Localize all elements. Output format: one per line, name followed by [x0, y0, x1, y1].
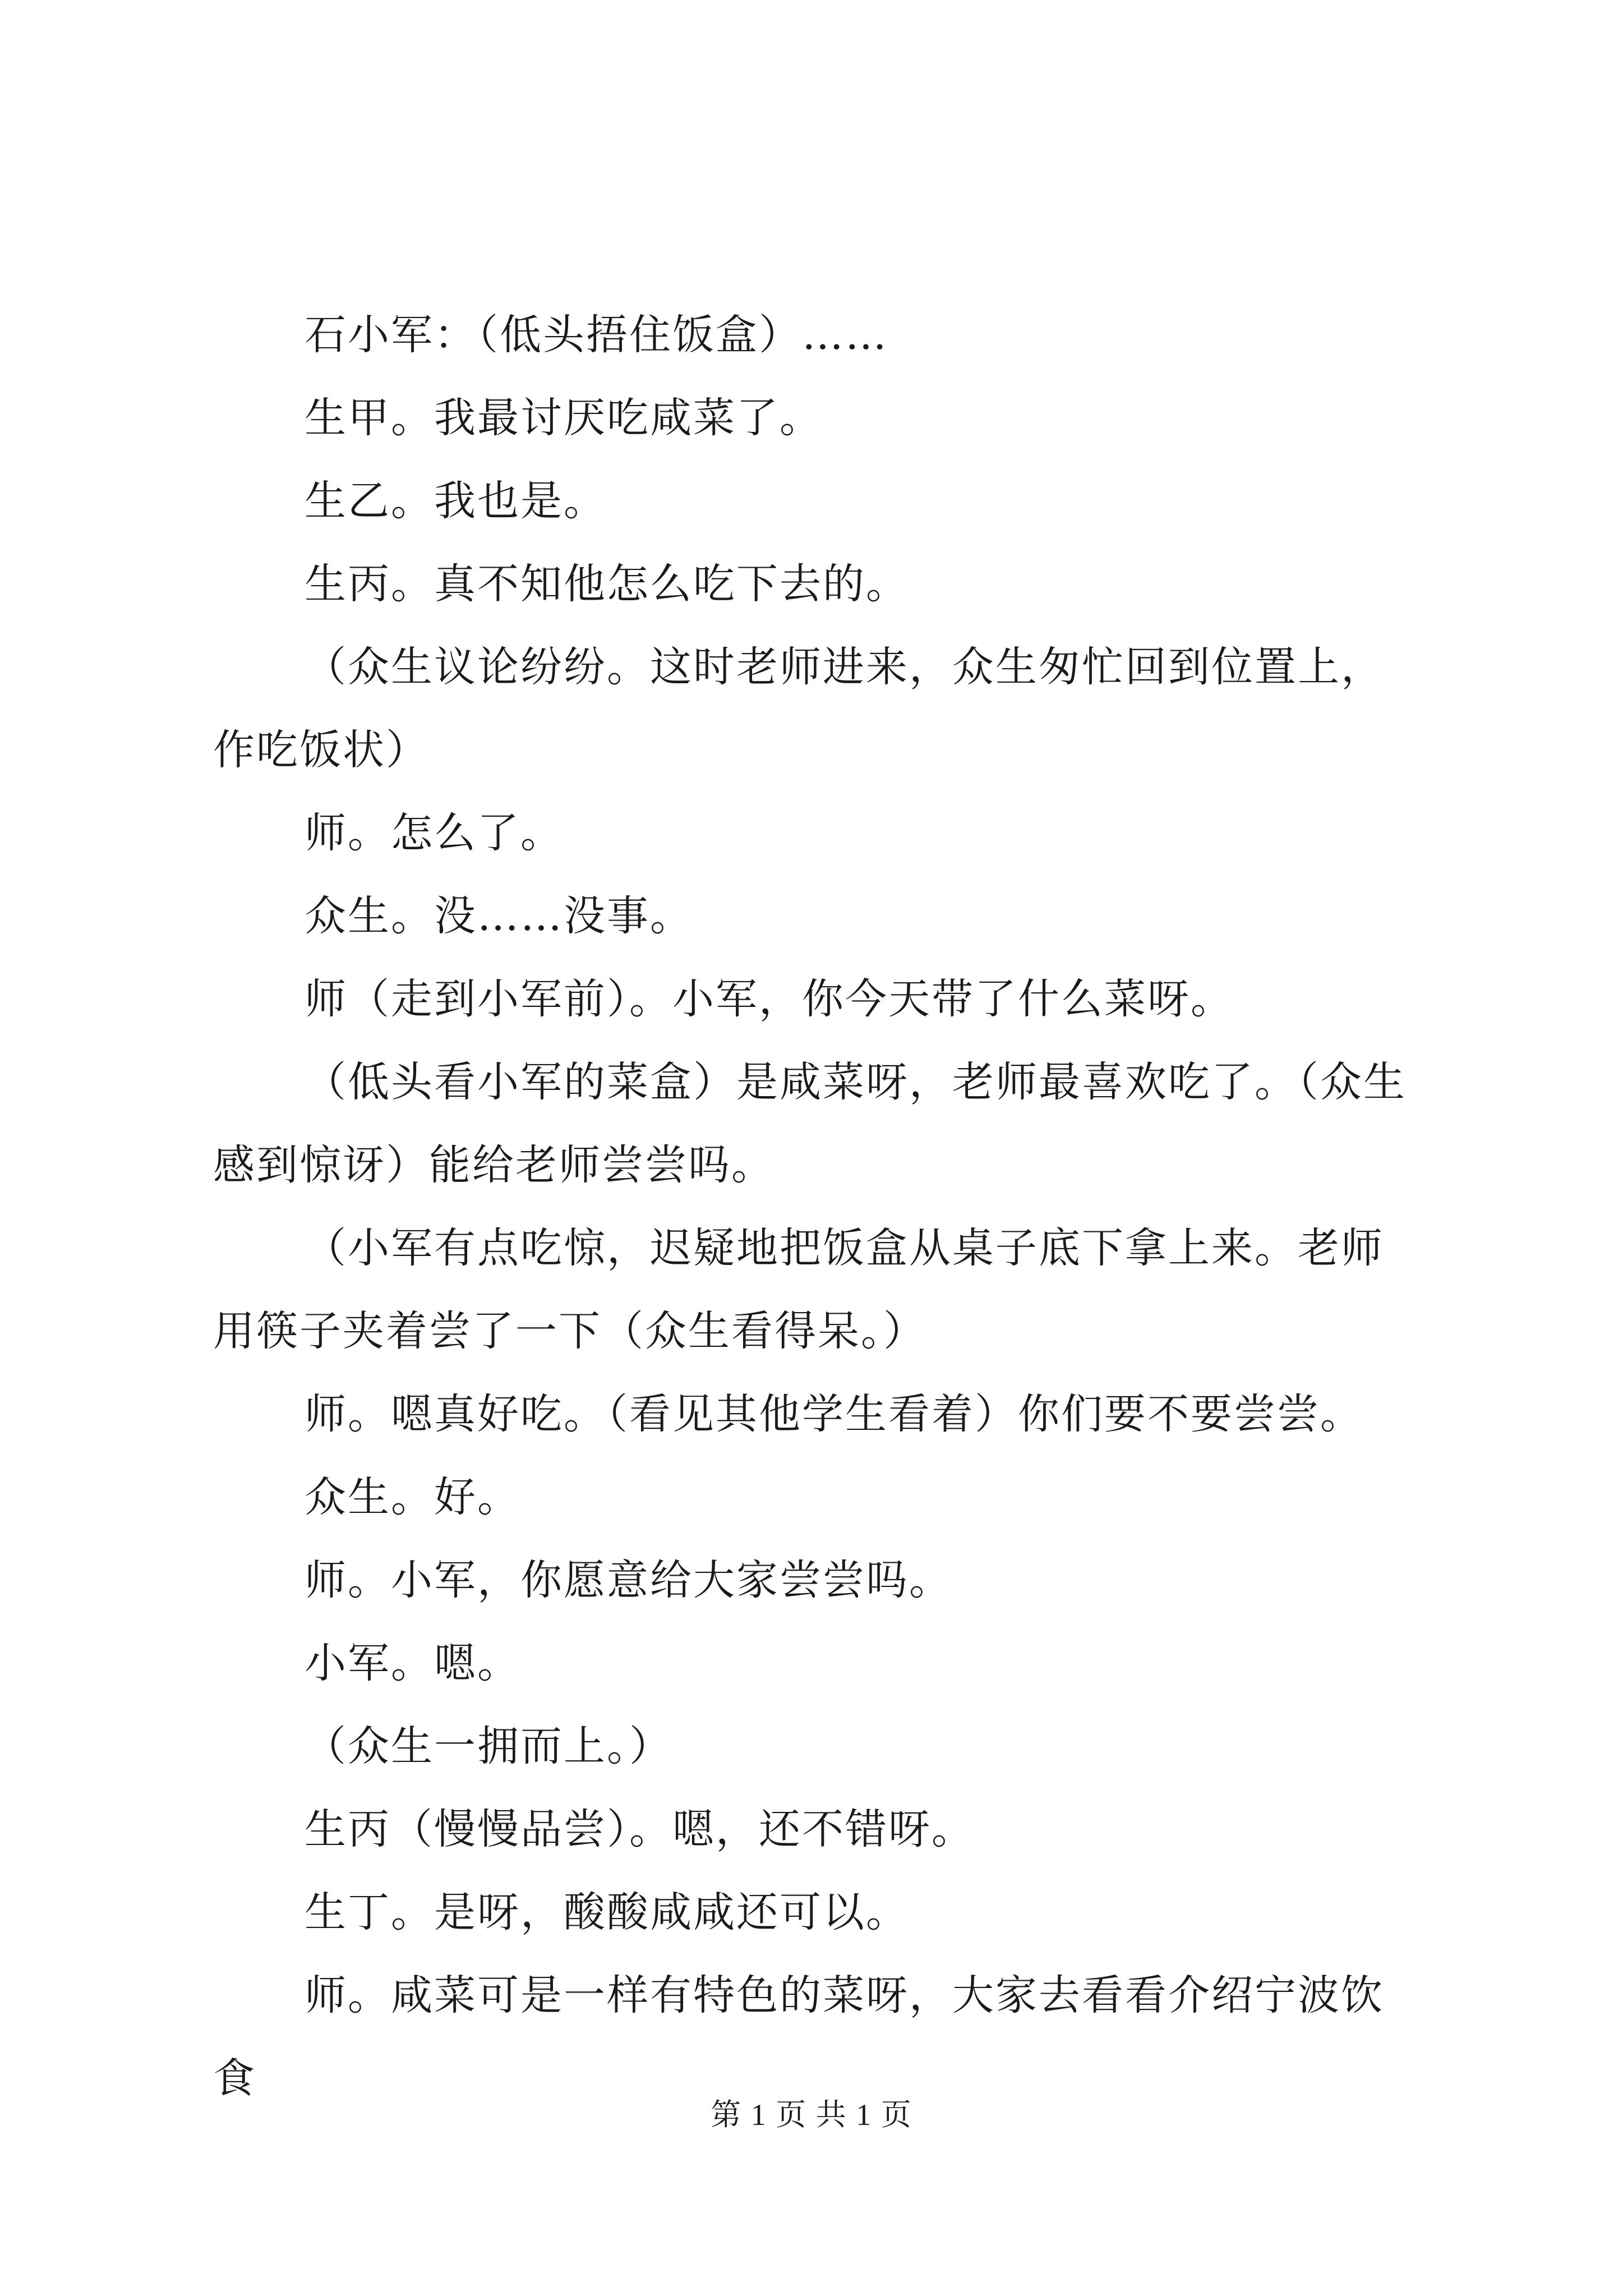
- page-number-footer: 第 1 页 共 1 页: [711, 2098, 912, 2132]
- paragraph: 师。小军，你愿意给大家尝尝吗。: [305, 1556, 952, 1604]
- paragraph: 师（走到小军前）。小军，你今天带了什么菜呀。: [305, 975, 1234, 1023]
- paragraph: 师。怎么了。: [305, 809, 564, 857]
- paragraph: （小军有点吃惊，迟疑地把饭盒从桌子底下拿上来。老师用筷子夹着尝了一下（众生看得呆。）: [213, 1224, 1384, 1355]
- paragraph: 生甲。我最讨厌吃咸菜了。: [305, 394, 823, 442]
- document-body: [213, 293, 1424, 2120]
- paragraph: 师。嗯真好吃。（看见其他学生看着）你们要不要尝尝。: [305, 1390, 1363, 1438]
- paragraph: 生丁。是呀，酸酸咸咸还可以。: [305, 1888, 909, 1936]
- paragraph: 生乙。我也是。: [305, 477, 607, 525]
- paragraph: 石小军：（低头捂住饭盒）……: [305, 311, 888, 359]
- paragraph: 众生。没……没事。: [305, 892, 693, 940]
- paragraph: 生丙。真不知他怎么吃下去的。: [305, 560, 909, 608]
- paragraph: （众生一拥而上。）: [305, 1722, 672, 1770]
- paragraph: 生丙（慢慢品尝）。嗯，还不错呀。: [305, 1805, 975, 1853]
- paragraph: 师。咸菜可是一样有特色的菜呀，大家去看看介绍宁波饮食: [213, 1971, 1384, 2102]
- paragraph: （低头看小军的菜盒）是咸菜呀，老师最喜欢吃了。（众生感到惊讶）能给老师尝尝吗。: [213, 1058, 1407, 1189]
- paragraph: （众生议论纷纷。这时老师进来，众生匆忙回到位置上，作吃饭状）: [213, 643, 1384, 774]
- paragraph: 小军。嗯。: [305, 1639, 520, 1687]
- paragraph: 众生。好。: [305, 1473, 520, 1521]
